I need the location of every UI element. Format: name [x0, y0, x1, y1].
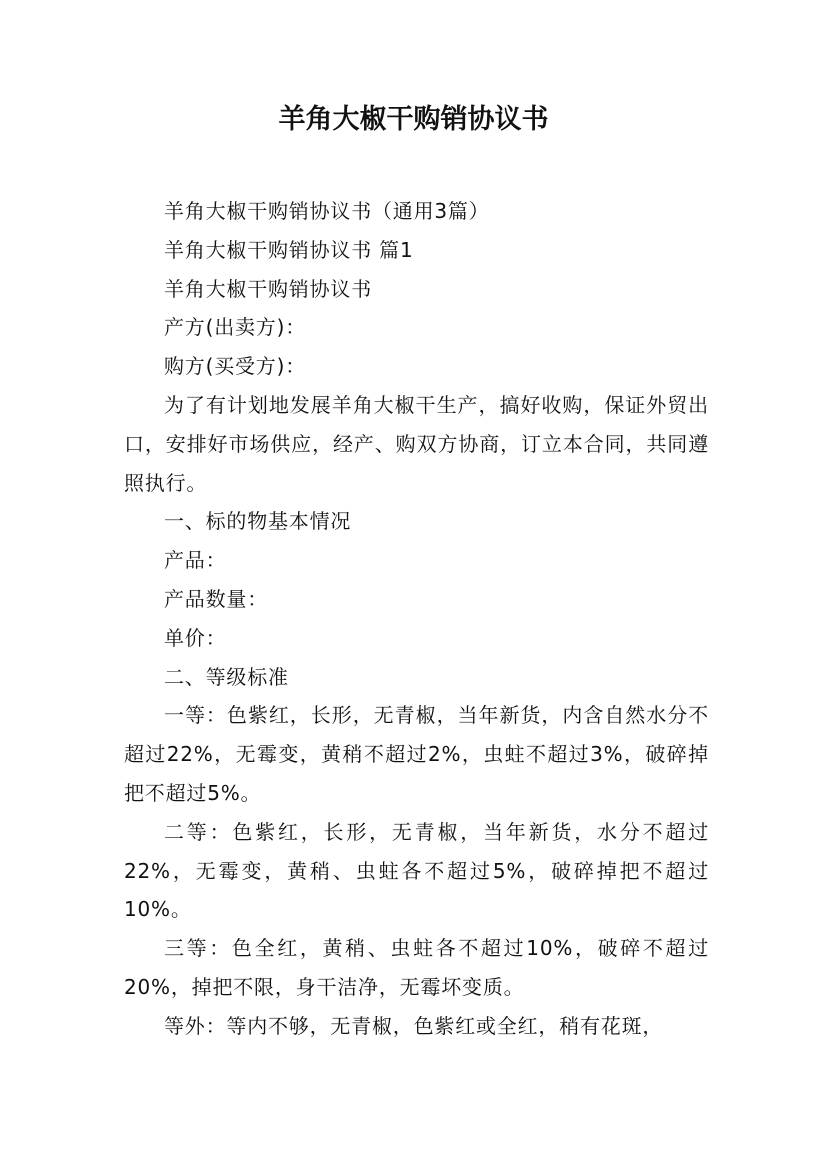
paragraph-heading-subject: 一、标的物基本情况: [164, 509, 352, 534]
paragraph-unit-price: 单价：: [164, 625, 227, 650]
paragraph-subtitle: 羊角大椒干购销协议书（通用3篇）: [164, 199, 490, 223]
paragraph-section-heading: 羊角大椒干购销协议书 篇1: [164, 237, 414, 262]
paragraph-grade-off: 等外：等内不够，无青椒，色紫红或全红，稍有花斑，: [164, 1013, 664, 1038]
paragraph-buyer: 购方(买受方)：: [164, 354, 307, 379]
paragraph-grade-2: 二等：色紫红，长形，无青椒，当年新货，水分不超过22%，无霉变，黄稍、虫蛀各不超过5%，破碎掉把不超过10%。: [124, 819, 709, 922]
paragraph-grade-1: 一等：色紫红，长形，无青椒，当年新货，内含自然水分不超过22%，无霉变，黄稍不超过2%，虫蛀不超过3%，破碎掉把不超过5%。: [124, 703, 709, 805]
document-title: 羊角大椒干购销协议书: [278, 104, 549, 135]
paragraph-agreement-name: 羊角大椒干购销协议书: [164, 276, 372, 301]
paragraph-seller: 产方(出卖方)：: [164, 315, 307, 340]
paragraph-product: 产品：: [164, 548, 227, 573]
paragraph-grade-3: 三等：色全红，黄稍、虫蛀各不超过10%，破碎不超过20%，掉把不限，身干洁净，无霉坏变质。: [124, 936, 709, 999]
paragraph-preamble: 为了有计划地发展羊角大椒干生产，搞好收购，保证外贸出口，安排好市场供应，经产、购双方协商，订立本合同，共同遵照执行。: [124, 392, 709, 495]
paragraph-heading-grades: 二、等级标准: [164, 664, 289, 689]
document-body: [124, 192, 709, 1046]
paragraph-quantity: 产品数量：: [164, 586, 268, 611]
